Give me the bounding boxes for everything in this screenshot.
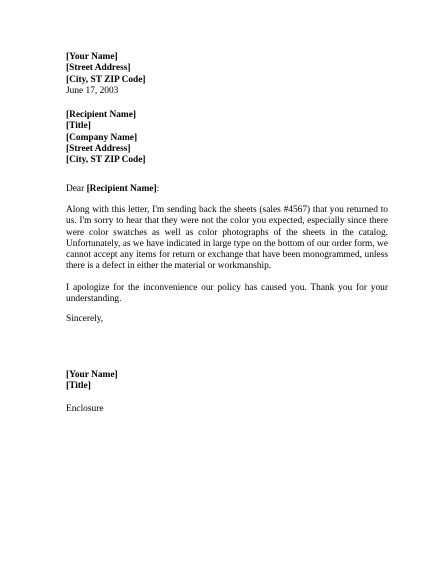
recipient-city[interactable]: [City, ST ZIP Code] (66, 155, 146, 166)
recipient-company[interactable]: [Company Name] (66, 132, 138, 143)
sender-street[interactable]: [Street Address] (66, 63, 131, 74)
body-paragraph-2[interactable]: I apologize for the inconvenience our policy has caused you. Thank you for your understanding. (66, 282, 388, 305)
sender-name[interactable]: [Your Name] (66, 52, 118, 62)
body-paragraph-1[interactable]: Along with this letter, I'm sending back the sheets (sales #4567) that you returned to us. I'm sorry to hear that they were not the color you expected, especially since there were color swatches as well as color photographs of the sheets in the catalog. Unfortunately, as we have indicated in large type on the bottom of our order form, we cannot accept any items for return or exchange that have been monogrammed, unless there is a defect in either the material or workmanship. (66, 204, 388, 272)
recipient-block (66, 110, 388, 166)
recipient-title[interactable]: [Title] (66, 121, 91, 132)
salutation-suffix: : (156, 183, 160, 194)
signature-block (66, 370, 388, 393)
salutation-recipient-name[interactable]: [Recipient Name] (86, 183, 157, 194)
letter-page (66, 52, 388, 416)
signature-name[interactable]: [Your Name] (66, 369, 118, 380)
sender-block (66, 52, 388, 97)
letter-date[interactable]: June 17, 2003 (66, 85, 119, 96)
sender-city[interactable]: [City, ST ZIP Code] (66, 74, 146, 85)
salutation (66, 184, 388, 195)
recipient-name[interactable]: [Recipient Name] (66, 110, 137, 121)
signature-title[interactable]: [Title] (66, 380, 91, 391)
recipient-street[interactable]: [Street Address] (66, 144, 131, 155)
closing[interactable]: Sincerely, (66, 314, 104, 325)
salutation-prefix: Dear (66, 183, 87, 194)
enclosure-note[interactable]: Enclosure (66, 404, 104, 415)
